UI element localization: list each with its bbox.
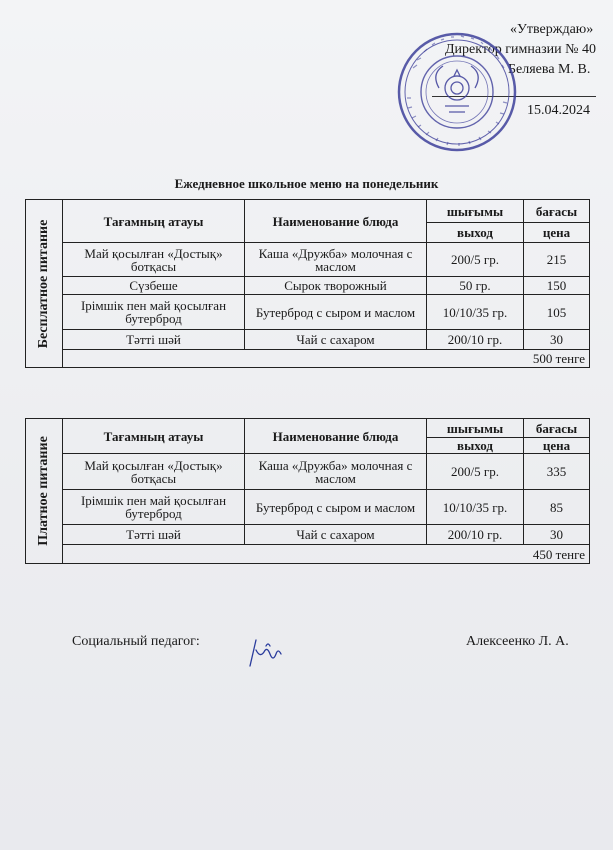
col-header-price-kz: бағасы: [535, 203, 578, 219]
table-row-name-ru: Чай с сахаром: [296, 527, 375, 542]
table-row-name-kz: Ірімшік пен май қосылған бутерброд: [80, 298, 227, 326]
col-header-name-kz: Тағамның атауы: [103, 428, 204, 444]
table-row-name-ru: Каша «Дружба» молочная с маслом: [258, 457, 413, 486]
free-menu-table: [25, 199, 590, 368]
col-header-yield-kz: шығымы: [446, 420, 504, 436]
table-row-yield: 10/10/35 гр.: [442, 499, 508, 515]
approval-heading: «Утверждаю»: [510, 22, 594, 37]
table-row-price: 30: [550, 527, 563, 542]
table-row-yield: 200/10 гр.: [447, 332, 503, 347]
table-row-price: 105: [546, 304, 567, 320]
table-row-price: 335: [546, 464, 567, 479]
table-row-name-kz: Тәтті шәй: [126, 527, 181, 542]
footer-role: Социальный педагог:: [72, 634, 200, 649]
col-header-yield-ru: выход: [457, 437, 493, 453]
handwritten-signature: [246, 636, 288, 668]
table-row-name-ru: Чай с сахаром: [296, 332, 375, 347]
free-menu-total: 500 тенге: [532, 351, 585, 366]
table-row-name-ru: Бутерброд с сыром и маслом: [255, 304, 416, 320]
table-row-price: 150: [546, 278, 567, 293]
table-row-price: 85: [550, 499, 563, 515]
footer-name: Алексеенко Л. А.: [466, 634, 569, 649]
col-header-yield-kz: шығымы: [446, 203, 504, 219]
table-row-name-ru: Сырок творожный: [284, 278, 387, 293]
paid-menu-side-label: Платное питание: [26, 419, 63, 563]
table-row-price: 30: [550, 332, 563, 347]
table-row-price: 215: [546, 252, 567, 267]
table-row-yield: 200/10 гр.: [447, 527, 503, 542]
col-header-price-ru: цена: [542, 437, 571, 453]
table-row-name-kz: Май қосылған «Достық» ботқасы: [84, 457, 223, 486]
table-row-name-kz: Сүзбеше: [129, 278, 178, 293]
approval-position: Директор гимназии № 40: [445, 42, 596, 57]
table-row-name-ru: Каша «Дружба» молочная с маслом: [258, 245, 413, 274]
col-header-yield-ru: выход: [457, 224, 493, 240]
table-row-name-kz: Май қосылған «Достық» ботқасы: [84, 245, 223, 274]
table-row-name-kz: Ірімшік пен май қосылған бутерброд: [80, 493, 227, 521]
table-row-yield: 50 гр.: [459, 278, 491, 293]
table-row-yield: 10/10/35 гр.: [442, 304, 508, 320]
approval-director-name: Беляева М. В.: [508, 62, 591, 77]
table-row-yield: 200/5 гр.: [451, 252, 499, 267]
col-header-name-kz: Тағамның атауы: [103, 213, 204, 229]
col-header-name-ru: Наименование блюда: [272, 213, 399, 229]
approval-date: 15.04.2024: [527, 103, 590, 118]
school-seal-stamp: [395, 28, 520, 153]
col-header-name-ru: Наименование блюда: [272, 428, 399, 444]
menu-title: Ежедневное школьное меню на понедельник: [174, 176, 439, 191]
table-row-yield: 200/5 гр.: [451, 464, 499, 479]
paid-menu-total: 450 тенге: [532, 546, 585, 562]
paid-menu-table: [25, 418, 590, 564]
free-menu-side-label: Бесплатное питание: [26, 200, 63, 367]
table-row-name-ru: Бутерброд с сыром и маслом: [255, 499, 416, 515]
col-header-price-ru: цена: [542, 224, 571, 240]
col-header-price-kz: бағасы: [535, 420, 578, 436]
table-row-name-kz: Тәтті шәй: [126, 332, 181, 347]
